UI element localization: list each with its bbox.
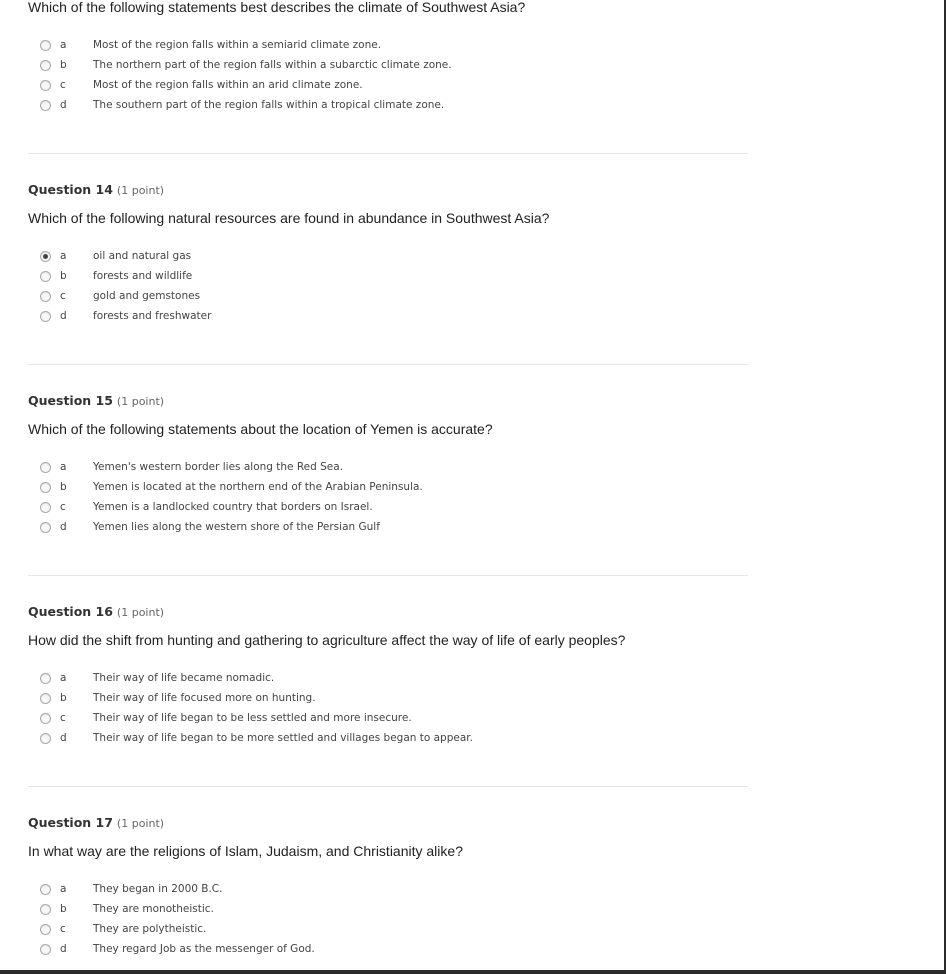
question-divider bbox=[28, 786, 748, 787]
option-letter: d bbox=[60, 732, 67, 744]
option-letter: b bbox=[60, 270, 67, 282]
answer-option-a[interactable] bbox=[28, 670, 748, 690]
question-prompt: Which of the following statements best describes the climate of Southwest Asia? bbox=[28, 0, 526, 15]
radio-button-icon[interactable] bbox=[40, 693, 51, 704]
answer-option-d[interactable] bbox=[28, 730, 748, 750]
question-heading bbox=[28, 181, 748, 200]
option-letter: a bbox=[60, 672, 67, 684]
answer-options bbox=[28, 37, 748, 117]
radio-button-icon[interactable] bbox=[40, 904, 51, 915]
radio-button-icon[interactable] bbox=[40, 713, 51, 724]
quiz-content bbox=[28, 0, 748, 961]
radio-button-icon[interactable] bbox=[40, 462, 51, 473]
radio-button-icon[interactable] bbox=[40, 884, 51, 895]
answer-option-c[interactable] bbox=[28, 921, 748, 941]
option-letter: d bbox=[60, 99, 67, 111]
radio-button-icon[interactable] bbox=[40, 924, 51, 935]
option-text[interactable]: Yemen's western border lies along the Red Sea. bbox=[93, 461, 344, 473]
answer-options bbox=[28, 459, 748, 539]
answer-option-c[interactable] bbox=[28, 710, 748, 730]
option-text[interactable]: They began in 2000 B.C. bbox=[93, 883, 223, 895]
radio-button-icon[interactable] bbox=[40, 502, 51, 513]
radio-button-icon[interactable] bbox=[40, 482, 51, 493]
answer-option-b[interactable] bbox=[28, 479, 748, 499]
option-letter: b bbox=[60, 692, 67, 704]
answer-option-d[interactable] bbox=[28, 941, 748, 961]
option-text[interactable]: The southern part of the region falls within a tropical climate zone. bbox=[93, 99, 445, 111]
option-text[interactable]: They are polytheistic. bbox=[93, 923, 207, 935]
answer-option-d[interactable] bbox=[28, 97, 748, 117]
question-number: Question 14 bbox=[28, 182, 113, 197]
question-number: Question 15 bbox=[28, 393, 113, 408]
radio-button-icon[interactable] bbox=[40, 733, 51, 744]
option-text[interactable]: They regard Job as the messenger of God. bbox=[93, 943, 315, 955]
radio-button-icon[interactable] bbox=[40, 40, 51, 51]
option-text[interactable]: oil and natural gas bbox=[93, 250, 192, 262]
radio-button-icon[interactable] bbox=[40, 291, 51, 302]
option-text[interactable]: The northern part of the region falls within a subarctic climate zone. bbox=[93, 59, 452, 71]
answer-option-b[interactable] bbox=[28, 57, 748, 77]
question-14 bbox=[28, 153, 748, 328]
question-prompt: In what way are the religions of Islam, Judaism, and Christianity alike? bbox=[28, 843, 463, 859]
option-letter: d bbox=[60, 521, 67, 533]
answer-option-a[interactable] bbox=[28, 881, 748, 901]
radio-button-icon[interactable] bbox=[40, 673, 51, 684]
radio-button-icon[interactable] bbox=[40, 100, 51, 111]
answer-option-d[interactable] bbox=[28, 519, 748, 539]
option-letter: b bbox=[60, 59, 67, 71]
radio-button-icon[interactable] bbox=[40, 311, 51, 322]
option-text[interactable]: Yemen lies along the western shore of the Persian Gulf bbox=[93, 521, 380, 533]
radio-button-icon[interactable] bbox=[40, 271, 51, 282]
option-text[interactable]: Most of the region falls within a semiarid climate zone. bbox=[93, 39, 382, 51]
question-divider bbox=[28, 153, 748, 154]
option-text[interactable]: forests and freshwater bbox=[93, 310, 212, 322]
question-points: (1 point) bbox=[116, 817, 165, 830]
question-16 bbox=[28, 575, 748, 750]
answer-options bbox=[28, 881, 748, 961]
answer-options bbox=[28, 670, 748, 750]
question-heading bbox=[28, 603, 748, 622]
question-points: (1 point) bbox=[116, 184, 165, 197]
answer-option-a[interactable] bbox=[28, 459, 748, 479]
option-letter: a bbox=[60, 39, 67, 51]
answer-option-c[interactable] bbox=[28, 499, 748, 519]
option-text[interactable]: Yemen is located at the northern end of the Arabian Peninsula. bbox=[93, 481, 423, 493]
answer-option-a[interactable] bbox=[28, 248, 748, 268]
option-text[interactable]: Yemen is a landlocked country that borders on Israel. bbox=[93, 501, 373, 513]
answer-option-a[interactable] bbox=[28, 37, 748, 57]
option-text[interactable]: They are monotheistic. bbox=[93, 903, 214, 915]
option-letter: d bbox=[60, 943, 67, 955]
option-letter: b bbox=[60, 481, 67, 493]
option-text[interactable]: forests and wildlife bbox=[93, 270, 193, 282]
answer-option-c[interactable] bbox=[28, 77, 748, 97]
option-text[interactable]: Their way of life focused more on hunting. bbox=[93, 692, 316, 704]
question-15 bbox=[28, 364, 748, 539]
option-text[interactable]: gold and gemstones bbox=[93, 290, 201, 302]
option-letter: a bbox=[60, 883, 67, 895]
question-number: Question 17 bbox=[28, 815, 113, 830]
option-letter: c bbox=[60, 79, 66, 91]
question-13 bbox=[28, 0, 748, 117]
radio-button-icon[interactable] bbox=[40, 522, 51, 533]
option-text[interactable]: Their way of life began to be less settled and more insecure. bbox=[93, 712, 412, 724]
question-17 bbox=[28, 786, 748, 961]
answer-option-b[interactable] bbox=[28, 901, 748, 921]
option-letter: c bbox=[60, 923, 66, 935]
question-divider bbox=[28, 575, 748, 576]
question-divider bbox=[28, 364, 748, 365]
radio-button-icon[interactable] bbox=[40, 944, 51, 955]
question-number: Question 16 bbox=[28, 604, 113, 619]
option-letter: a bbox=[60, 250, 67, 262]
option-text[interactable]: Most of the region falls within an arid climate zone. bbox=[93, 79, 363, 91]
radio-button-icon[interactable] bbox=[40, 60, 51, 71]
answer-options bbox=[28, 248, 748, 328]
option-letter: c bbox=[60, 501, 66, 513]
option-text[interactable]: Their way of life began to be more settled and villages began to appear. bbox=[93, 732, 473, 744]
option-letter: b bbox=[60, 903, 67, 915]
window-bottom-border bbox=[0, 970, 946, 974]
question-heading bbox=[28, 814, 748, 833]
option-text[interactable]: Their way of life became nomadic. bbox=[93, 672, 275, 684]
question-prompt: Which of the following natural resources are found in abundance in Southwest Asia? bbox=[28, 210, 550, 226]
question-points: (1 point) bbox=[116, 606, 165, 619]
question-heading bbox=[28, 392, 748, 411]
answer-option-b[interactable] bbox=[28, 268, 748, 288]
answer-option-b[interactable] bbox=[28, 690, 748, 710]
option-letter: d bbox=[60, 310, 67, 322]
option-letter: c bbox=[60, 712, 66, 724]
question-points: (1 point) bbox=[116, 395, 165, 408]
answer-option-c[interactable] bbox=[28, 288, 748, 308]
radio-button-icon[interactable] bbox=[40, 80, 51, 91]
option-letter: c bbox=[60, 290, 66, 302]
option-letter: a bbox=[60, 461, 67, 473]
question-prompt: Which of the following statements about the location of Yemen is accurate? bbox=[28, 421, 493, 437]
radio-button-checked-icon[interactable] bbox=[40, 251, 51, 262]
question-prompt: How did the shift from hunting and gathering to agriculture affect the way of life of early peoples? bbox=[28, 632, 626, 648]
answer-option-d[interactable] bbox=[28, 308, 748, 328]
